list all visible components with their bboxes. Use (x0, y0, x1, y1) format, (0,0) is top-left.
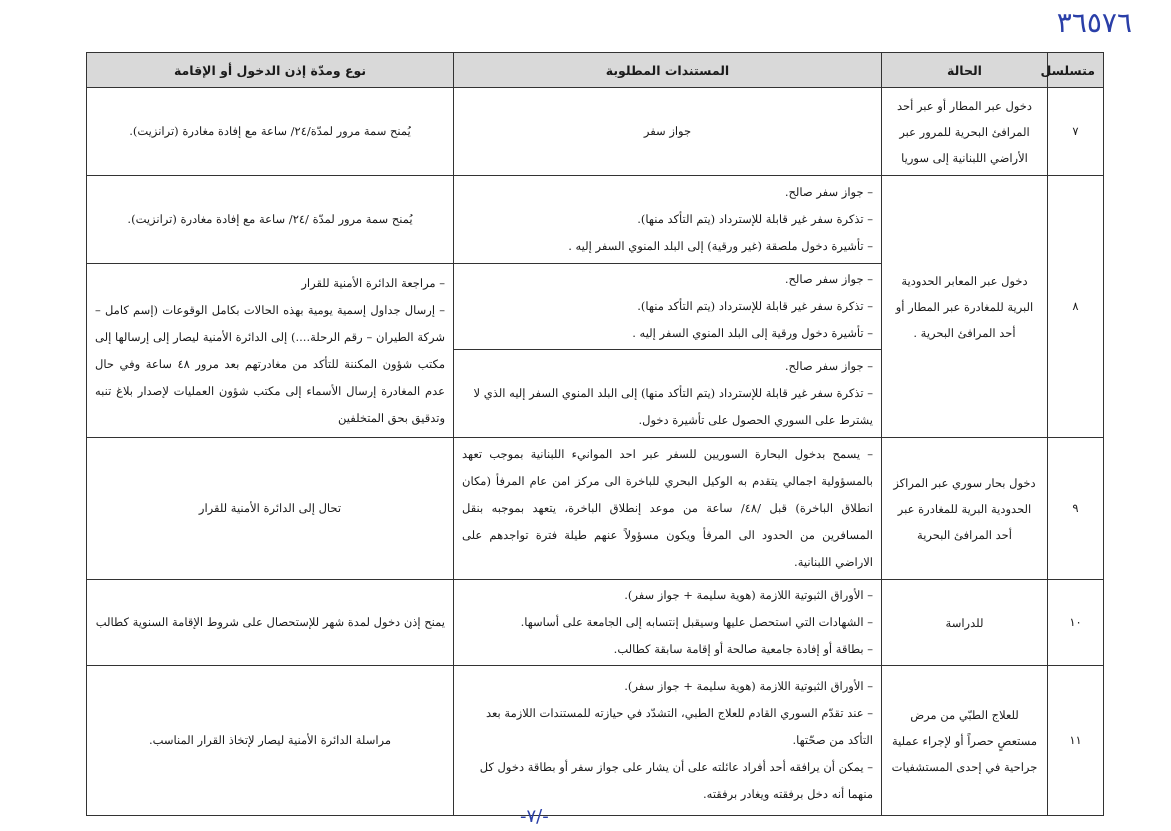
document-line: – تذكرة سفر غير قابلة للإسترداد (يتم التأكد منها) إلى البلد المنوي السفر إليه الذي لا يشترط على السوري الحصول على تأشيرة دخول. (473, 386, 873, 427)
document-line: – جواز سفر صالح. (784, 272, 873, 286)
header-serial: متسلسل (1048, 53, 1104, 88)
permit-type-cell: يُمنح سمة مرور لمدّة /٢٤/ ساعة مع إفادة مغادرة (ترانزيت). (87, 176, 454, 264)
documents-cell (454, 176, 882, 264)
documents-cell: جواز سفر (454, 88, 882, 176)
serial-cell: ٩ (1048, 438, 1104, 580)
serial-cell: ١١ (1048, 666, 1104, 816)
page-marker: -٧/- (520, 806, 549, 827)
document-line: – الشهادات التي استحصل عليها وسيقبل إنتسابه إلى الجامعة على أساسها. (520, 615, 873, 629)
permit-type-cell: يمنح إذن دخول لمدة شهر للإستحصال على شروط الإقامة السنوية كطالب (87, 580, 454, 666)
permit-type-cell: تحال إلى الدائرة الأمنية للقرار (87, 438, 454, 580)
case-cell: دخول بحار سوري عبر المراكز الحدودية البرية للمغادرة عبر أحد المرافئ البحرية (882, 438, 1048, 580)
entry-permits-table (86, 52, 1104, 816)
header-documents: المستندات المطلوبة (454, 53, 882, 88)
document-line: – جواز سفر صالح. (784, 185, 873, 199)
documents-cell (454, 666, 882, 816)
document-line: – تذكرة سفر غير قابلة للإسترداد (يتم التأكد منها). (637, 299, 873, 313)
document-line: – الأوراق الثبوتية اللازمة (هوية سليمة + جواز سفر). (624, 679, 873, 693)
permit-line: – إرسال جداول إسمية يومية بهذه الحالات بكامل الوقوعات (إسم كامل – شركة الطيران – رقم الرحلة....) إلى الدائرة الأمنية ليصار إلى إرسالها إلى مكتب شؤون المكننة للتأكد من مغادرتهم بعد مرور ٤٨ ساعة وفي حال عدم المغادرة إرسال الأسماء إلى مكتب شؤون العمليات لإصدار بلاغ تنبه وتدقيق بحق المتخلفين (95, 302, 446, 425)
documents-cell (454, 580, 882, 666)
document-line: – الأوراق الثبوتية اللازمة (هوية سليمة + جواز سفر). (624, 588, 873, 602)
document-line: – عند تقدّم السوري القادم للعلاج الطبي، التشدّد في حيازته للمستندات اللازمة بعد التأكد من صحّتها. (485, 706, 873, 747)
case-cell: للدراسة (882, 580, 1048, 666)
case-cell: دخول عبر المطار أو عبر أحد المرافئ البحرية للمرور عبر الأراضي اللبنانية إلى سوريا (882, 88, 1048, 176)
case-cell: للعلاج الطبّي من مرض مستعصٍ حصراً أو لإجراء عملية جراحية في إحدى المستشفيات (882, 666, 1048, 816)
table-row (87, 88, 1104, 176)
serial-cell: ٨ (1048, 176, 1104, 438)
table-row (87, 666, 1104, 816)
header-case: الحالة (882, 53, 1048, 88)
permit-line: – مراجعة الدائرة الأمنية للقرار (301, 275, 445, 290)
documents-cell: – يسمح بدخول البحارة السوريين للسفر عبر احد الموانيء اللبنانية بموجب تعهد بالمسؤولية اجمالي يتقدم به الوكيل البحري للباخرة الى مركز امن عام المرفأ (مكان انطلاق الباخرة) قبل /٤٨/ ساعة من موعد إنطلاق الباخرة، يتعهد بموجبه بنقل المسافرين من الحدود الى المرفأ ويكون مسؤولاً عنهم طيلة فترة تواجدهم على الاراضي اللبنانية. (454, 438, 882, 580)
document-line: – تأشيرة دخول ورقية إلى البلد المنوي السفر إليه . (632, 326, 873, 340)
serial-cell: ٧ (1048, 88, 1104, 176)
document-line: – جواز سفر صالح. (784, 359, 873, 373)
permit-type-cell (87, 264, 454, 438)
table-row (87, 176, 1104, 264)
table-header-row (87, 53, 1104, 88)
document-line: – بطاقة أو إفادة جامعية صالحة أو إقامة سابقة كطالب. (613, 642, 873, 656)
header-permit-type: نوع ومدّة إذن الدخول أو الإقامة (87, 53, 454, 88)
table-row (87, 438, 1104, 580)
table-row (87, 580, 1104, 666)
permit-type-cell: يُمنح سمة مرور لمدّة/٢٤/ ساعة مع إفادة مغادرة (ترانزيت). (87, 88, 454, 176)
documents-cell (454, 350, 882, 438)
document-line: – يمكن أن يرافقه أحد أفراد عائلته على أن يشار على جواز سفر أو بطاقة دخول كل منهما أنه دخل برفقته ويغادر برفقته. (479, 760, 873, 801)
document-line: – تذكرة سفر غير قابلة للإسترداد (يتم التأكد منها). (637, 212, 873, 226)
permit-type-cell: مراسلة الدائرة الأمنية ليصار لإتخاذ القرار المناسب. (87, 666, 454, 816)
document-line: – تأشيرة دخول ملصقة (غير ورقية) إلى البلد المنوي السفر إليه . (568, 239, 873, 253)
serial-cell: ١٠ (1048, 580, 1104, 666)
handwritten-reference-number: ٣٦٥٧٦ (1056, 6, 1132, 39)
documents-cell (454, 264, 882, 350)
case-cell: دخول عبر المعابر الحدودية البرية للمغادرة عبر المطار أو أحد المرافئ البحرية . (882, 176, 1048, 438)
